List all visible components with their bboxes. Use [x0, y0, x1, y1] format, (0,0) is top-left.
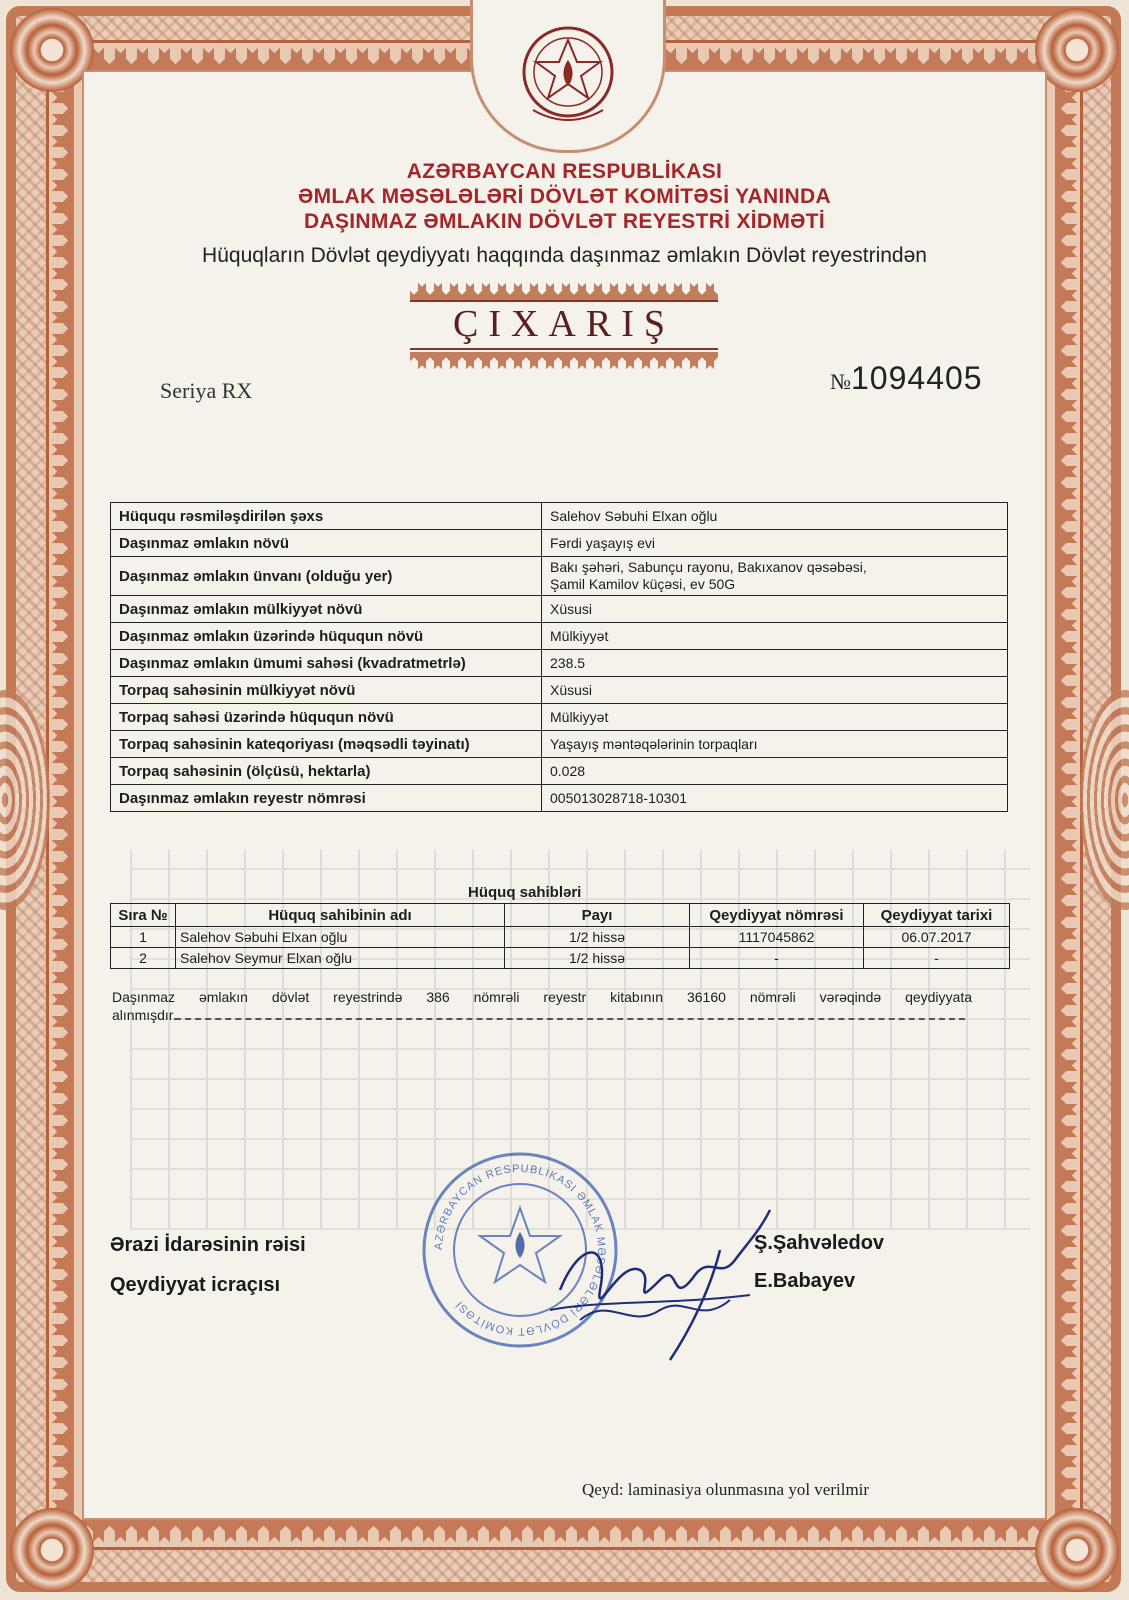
table-row: [111, 503, 1008, 530]
title-rule-bottom: [410, 348, 718, 350]
address-line-1: Bakı şəhəri, Sabunçu rayonu, Bakıxanov qəsəbəsi,: [550, 559, 867, 575]
lamination-note: Qeyd: laminasiya olunmasına yol verilmir: [582, 1480, 870, 1499]
row-label: Torpaq sahəsi üzərində hüququn növü: [111, 704, 542, 731]
title-ornament-top: [410, 282, 718, 300]
header-line-1: AZƏRBAYCAN RESPUBLİKASI: [406, 160, 723, 183]
header-subtitle: Hüquqların Dövlət qeydiyyatı haqqında daşınmaz əmlakın Dövlət reyestrindən: [202, 244, 927, 267]
series-label: Seriya RX: [160, 378, 253, 403]
row-value: Xüsusi: [542, 677, 1008, 704]
table-row: [111, 623, 1008, 650]
bottom-zigzag-border: [60, 1520, 1069, 1542]
table-row: [111, 650, 1008, 677]
seal-text: AZƏRBAYCAN RESPUBLİKASI ƏMLAK MƏSƏLƏLƏRİ DÖVLƏT KOMİTƏSİ: [432, 1162, 608, 1338]
table-row: [111, 677, 1008, 704]
owners-section-title: Hüquq sahibləri: [468, 884, 582, 901]
signature-icon: [520, 1200, 780, 1370]
owner-share: 1/2 hissə: [505, 927, 690, 948]
row-value: Mülkiyyət: [542, 704, 1008, 731]
table-row: [111, 927, 1010, 948]
owner-registration-number: -: [690, 948, 864, 969]
row-label: Torpaq sahəsinin mülkiyyət növü: [111, 677, 542, 704]
row-label: Torpaq sahəsinin kateqoriyası (məqsədli təyinatı): [111, 731, 542, 758]
owner-name: Salehov Səbuhi Elxan oğlu: [176, 927, 505, 948]
row-label: Daşınmaz əmlakın üzərində hüququn növü: [111, 623, 542, 650]
row-value: 238.5: [542, 650, 1008, 677]
emblem-cartouche: [470, 0, 666, 153]
national-emblem-icon: [473, 0, 663, 150]
owners-table: [110, 903, 1010, 969]
signatory-name-2: E.Babayev: [754, 1270, 856, 1292]
table-row: [111, 758, 1008, 785]
registry-table: [110, 502, 1008, 812]
row-value: Salehov Səbuhi Elxan oğlu: [542, 503, 1008, 530]
column-header: Qeydiyyat tarixi: [864, 904, 1010, 927]
corner-rosette-bottom-left: [10, 1508, 94, 1592]
row-value: Xüsusi: [542, 596, 1008, 623]
owner-registration-date: -: [864, 948, 1010, 969]
corner-rosette-top-right: [1035, 8, 1119, 92]
column-header: Payı: [505, 904, 690, 927]
table-row: [111, 596, 1008, 623]
owner-name: Salehov Seymur Elxan oğlu: [176, 948, 505, 969]
owner-index: 1: [111, 927, 176, 948]
signatory-role-1: Ərazi İdarəsinin rəisi: [110, 1234, 306, 1256]
registration-note: Daşınmaz əmlakın dövlət reyestrində 386 nömrəli reyestr kitabının 36160 nömrəli vərəqində qeydiyyata: [112, 989, 972, 1005]
table-row: [111, 731, 1008, 758]
corner-rosette-bottom-right: [1035, 1508, 1119, 1592]
row-label: Daşınmaz əmlakın ünvanı (olduğu yer): [111, 557, 542, 596]
row-value: 0.028: [542, 758, 1008, 785]
row-label: Daşınmaz əmlakın reyestr nömrəsi: [111, 785, 542, 812]
address-line-2: Şamil Kamilov küçəsi, ev 50G: [550, 576, 736, 592]
owners-header-row: [111, 904, 1010, 927]
table-row: [111, 704, 1008, 731]
row-label: Torpaq sahəsinin (ölçüsü, hektarla): [111, 758, 542, 785]
column-header: Qeydiyyat nömrəsi: [690, 904, 864, 927]
column-header: Hüquq sahibinin adı: [176, 904, 505, 927]
document-title: ÇIXARIŞ: [452, 303, 676, 345]
title-ornament-bottom: [410, 352, 718, 370]
row-value: Fərdi yaşayış evi: [542, 530, 1008, 557]
row-value: 005013028718-10301: [542, 785, 1008, 812]
column-header: Sıra №: [111, 904, 176, 927]
left-zigzag-border: [52, 70, 74, 1520]
row-value-address: [542, 557, 1008, 596]
row-value: Yaşayış məntəqələrinin torpaqları: [542, 731, 1008, 758]
owner-registration-date: 06.07.2017: [864, 927, 1010, 948]
table-row: [111, 948, 1010, 969]
owner-index: 2: [111, 948, 176, 969]
row-label: Daşınmaz əmlakın növü: [111, 530, 542, 557]
table-row: [111, 785, 1008, 812]
owner-registration-number: 1117045862: [690, 927, 864, 948]
row-label: Daşınmaz əmlakın mülkiyyət növü: [111, 596, 542, 623]
row-label: Hüququ rəsmiləşdirilən şəxs: [111, 503, 542, 530]
row-value: Mülkiyyət: [542, 623, 1008, 650]
table-row: [111, 530, 1008, 557]
right-zigzag-border: [1055, 70, 1077, 1520]
number-value: 1094405: [851, 360, 983, 396]
owner-share: 1/2 hissə: [505, 948, 690, 969]
row-label: Daşınmaz əmlakın ümumi sahəsi (kvadratmetrlə): [111, 650, 542, 677]
number-sign: №: [830, 369, 851, 394]
document-number: [830, 360, 983, 397]
table-row: [111, 557, 1008, 596]
header-line-3: DAŞINMAZ ƏMLAKIN DÖVLƏT REYESTRİ XİDMƏTİ: [304, 210, 825, 233]
registration-note-end: alınmışdır.: [112, 1007, 177, 1023]
signatory-name-1: Ş.Şahvəledov: [754, 1232, 885, 1254]
signatory-role-2: Qeydiyyat icraçısı: [110, 1274, 281, 1296]
header-line-2: ƏMLAK MƏSƏLƏLƏRİ DÖVLƏT KOMİTƏSİ YANINDA: [298, 185, 831, 208]
dashed-separator: [175, 1018, 965, 1020]
